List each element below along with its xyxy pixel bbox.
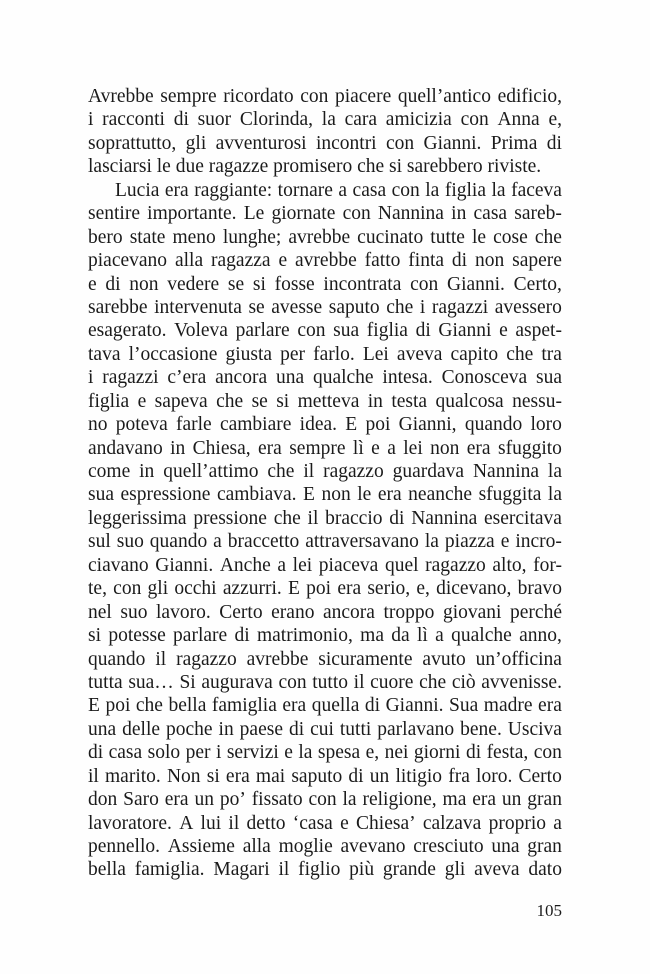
text-line: E poi che bella famiglia era quella di Gianni. Sua madre era [88,695,562,717]
text-line: tutta sua… Si augurava con tutto il cuore che ciò avvenisse. [88,671,562,693]
text-line: don Saro era un po’ fissato con la religione, ma era un gran [88,789,562,811]
text-line: lavoratore. A lui il detto ‘casa e Chiesa’ calzava proprio a [88,812,562,834]
text-line: figlia e sapeva che se si metteva in testa qualcosa nessu- [88,390,562,412]
text-line: esagerato. Voleva parlare con sua figlia di Gianni e aspet- [88,320,562,342]
text-line: bero state meno lunghe; avrebbe cucinato tutte le cose che [88,226,562,248]
text-line: nel suo lavoro. Certo erano ancora troppo giovani perché [88,601,562,623]
paragraph [88,179,562,882]
text-line: una delle poche in paese di cui tutti parlavano bene. Usciva [88,718,562,740]
text-line: ciavano Gianni. Anche a lei piaceva quel ragazzo alto, for- [88,554,562,576]
text-line: Lucia era raggiante: tornare a casa con la figlia la faceva [115,179,562,201]
page-number: 105 [536,901,562,920]
body-text [88,85,562,882]
text-line: Avrebbe sempre ricordato con piacere quell’antico edificio, [88,86,562,107]
text-line: te, con gli occhi azzurri. E poi era serio, e, dicevano, bravo [88,578,562,600]
text-line: sul suo quando a braccetto attraversavano la piazza e incro- [88,531,562,553]
text-line: tava l’occasione giusta per farlo. Lei aveva capito che tra [88,343,562,365]
text-line: sentire importante. Le giornate con Nannina in casa sareb- [88,203,562,225]
text-line: sarebbe intervenuta se avesse saputo che i ragazzi avessero [88,296,562,318]
text-line: il marito. Non si era mai saputo di un litigio fra loro. Certo [88,765,562,787]
text-line: soprattutto, gli avventurosi incontri con Gianni. Prima di [88,132,562,154]
text-line: sua espressione cambiava. E non le era neanche sfuggita la [88,484,562,506]
text-line: leggerissima pressione che il braccio di Nannina esercitava [88,507,562,529]
text-line: piacevano alla ragazza e avrebbe fatto finta di non sapere [88,250,562,272]
text-line: come in quell’attimo che il ragazzo guardava Nannina la [88,461,562,482]
text-line: lasciarsi le due ragazze promisero che si sarebbero riviste. [88,156,542,178]
text-line: si potesse parlare di matrimonio, ma da lì a qualche anno, [88,625,562,647]
text-line: quando il ragazzo avrebbe sicuramente avuto un’officina [88,648,562,670]
text-line: i racconti di suor Clorinda, la cara amicizia con Anna e, [88,109,562,131]
paragraph [88,85,562,179]
text-line: andavano in Chiesa, era sempre lì e a lei non era sfuggito [88,437,562,459]
text-line: i ragazzi c’era ancora una qualche intesa. Conosceva sua [88,367,562,389]
text-line: bella famiglia. Magari il figlio più grande gli aveva dato [88,859,562,881]
text-line: e di non vedere se si fosse incontrata con Gianni. Certo, [88,273,562,295]
text-line: no poteva farle cambiare idea. E poi Gianni, quando loro [88,414,562,436]
text-line: di casa solo per i servizi e la spesa e, nei giorni di festa, con [88,742,562,764]
text-line: pennello. Assieme alla moglie avevano cresciuto una gran [88,836,562,857]
